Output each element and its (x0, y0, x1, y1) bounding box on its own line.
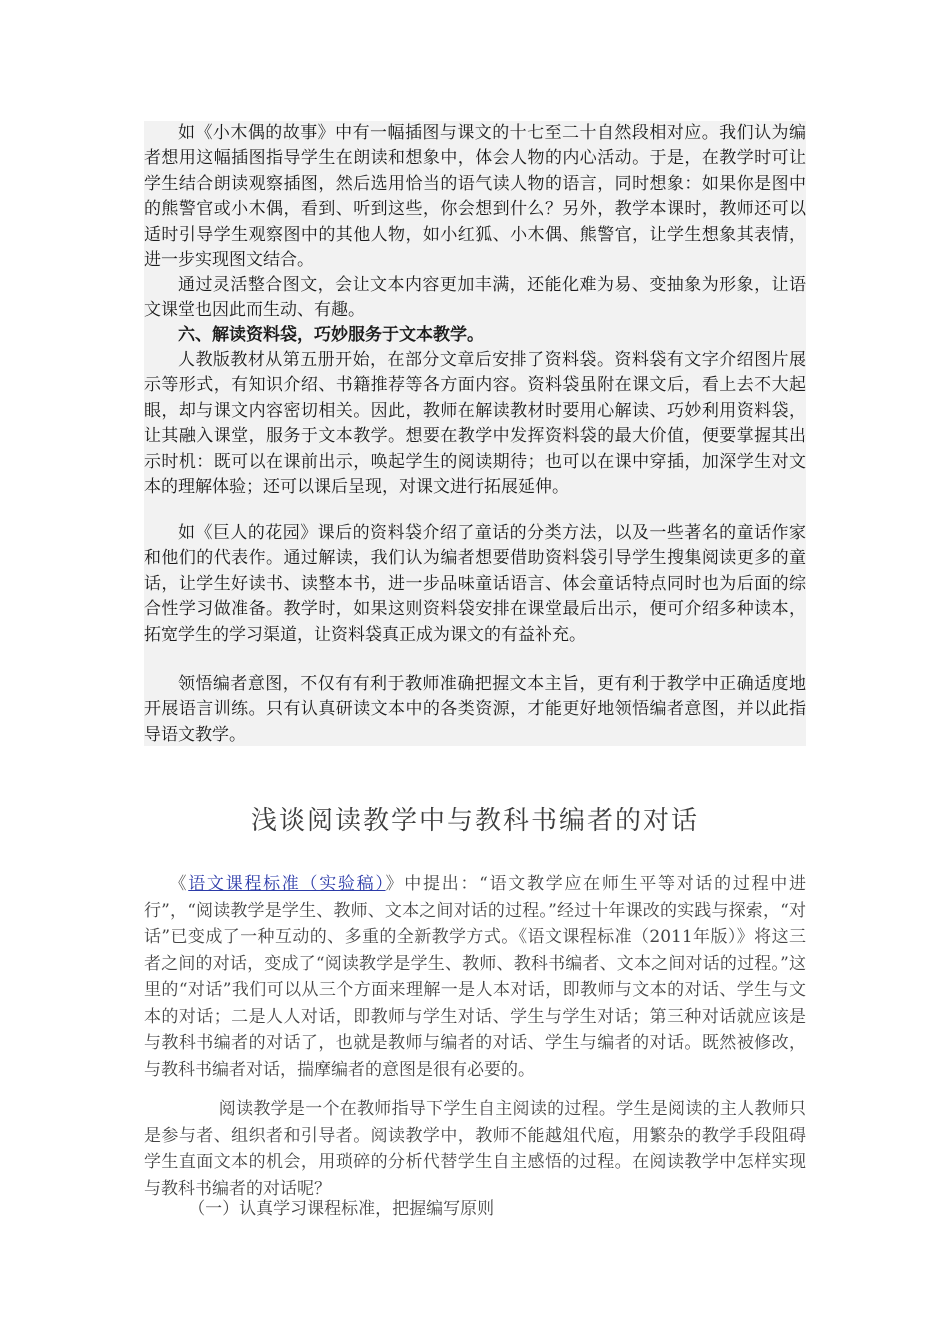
subheading-learn-standard: （一）认真学习课程标准，把握编写原则 (188, 1199, 495, 1219)
paragraph-reading-teaching: 阅读教学是一个在教师指导下学生自主阅读的过程。学生是阅读的主人教师只是参与者、组织者和引导者。阅读教学中，教师不能越俎代庖，用繁杂的教学手段阻碍学生直面文本的机会，用琐碎的分析代替学生自主感悟的过程。在阅读教学中怎样实现与教科书编者的对话呢？ (144, 1099, 806, 1199)
paragraph-giant-garden-example: 如《巨人的花园》课后的资料袋介绍了童话的分类方法，以及一些著名的童话作家和他们的代表作。通过解读，我们认为编者想要借助资料袋引导学生搜集阅读更多的童话，让学生好读书、读整本书，进一步品味童话语言、体会童话特点同时也为后面的综合性学习做准备。教学时，如果这则资料袋安排在课堂最后出示，便可介绍多种读本，拓宽学生的学习渠道，让资料袋真正成为课文的有益补充。 (144, 523, 806, 645)
quote-body: 》中提出：“语文教学应在师生平等对话的过程中进行”，“阅读教学是学生、教师、文本之间对话的过程。”经过十年课改的实践与探索，“对话”已变成了一种互动的、多重的全新教学方式。《语文课程标准（2011年版）》将这三者之间的对话，变成了“阅读教学是学生、教师、教科书编者、文本之间对话的过程。”这里的“对话”我们可以从三个方面来理解一是人本对话，即教师与文本的对话、学生与文本的对话；二是人人对话，即教师与学生对话、学生与学生对话；第三种对话就应该是与教科书编者的对话了，也就是教师与编者的对话、学生与编者的对话。既然被修改，与教科书编者对话，揣摩编者的意图是很有必要的。 (144, 874, 807, 1080)
paragraph-curriculum-standard (144, 871, 806, 1083)
article-title: 浅谈阅读教学中与教科书编者的对话 (250, 806, 699, 836)
paragraph-editor-intent: 领悟编者意图，不仅有有利于教师准确把握文本主旨，更有利于教学中正确适度地开展语言训练。只有认真研读文本中的各类资源，才能更好地领悟编者意图，并以此指导语文教学。 (144, 674, 806, 745)
quote-open: 《 (169, 874, 189, 894)
paragraph-material-bag: 人教版教材从第五册开始，在部分文章后安排了资料袋。资料袋有文字介绍图片展示等形式，有知识介绍、书籍推荐等各方面内容。资料袋虽附在课文后，看上去不大起眼，却与课文内容密切相关。因此，教师在解读教材时要用心解读、巧妙利用资料袋，让其融入课堂，服务于文本教学。想要在教学中发挥资料袋的最大价值，便要掌握其出示时机：既可以在课前出示，唤起学生的阅读期待；也可以在课中穿插，加深学生对文本的理解体验；还可以课后呈现，对课文进行拓展延伸。 (144, 350, 806, 498)
paragraph-illustration-example: 如《小木偶的故事》中有一幅插图与课文的十七至二十自然段相对应。我们认为编者想用这幅插图指导学生在朗读和想象中，体会人物的内心活动。于是，在教学时可让学生结合朗读观察插图，然后选用恰当的语气读人物的语言，同时想象：如果你是图中的熊警官或小木偶，看到、听到这些，你会想到什么？另外，教学本课时，教师还可以适时引导学生观察图中的其他人物，如小红狐、小木偶、熊警官，让学生想象其表情，进一步实现图文结合。 (144, 123, 806, 271)
paragraph-image-text-integration: 通过灵活整合图文，会让文本内容更加丰满，还能化难为易、变抽象为形象，让语文课堂也因此而生动、有趣。 (144, 275, 806, 321)
section-heading-six: 六、解读资料袋，巧妙服务于文本教学。 (178, 325, 484, 345)
curriculum-standard-link[interactable]: 语文课程标准（实验稿） (188, 874, 386, 894)
